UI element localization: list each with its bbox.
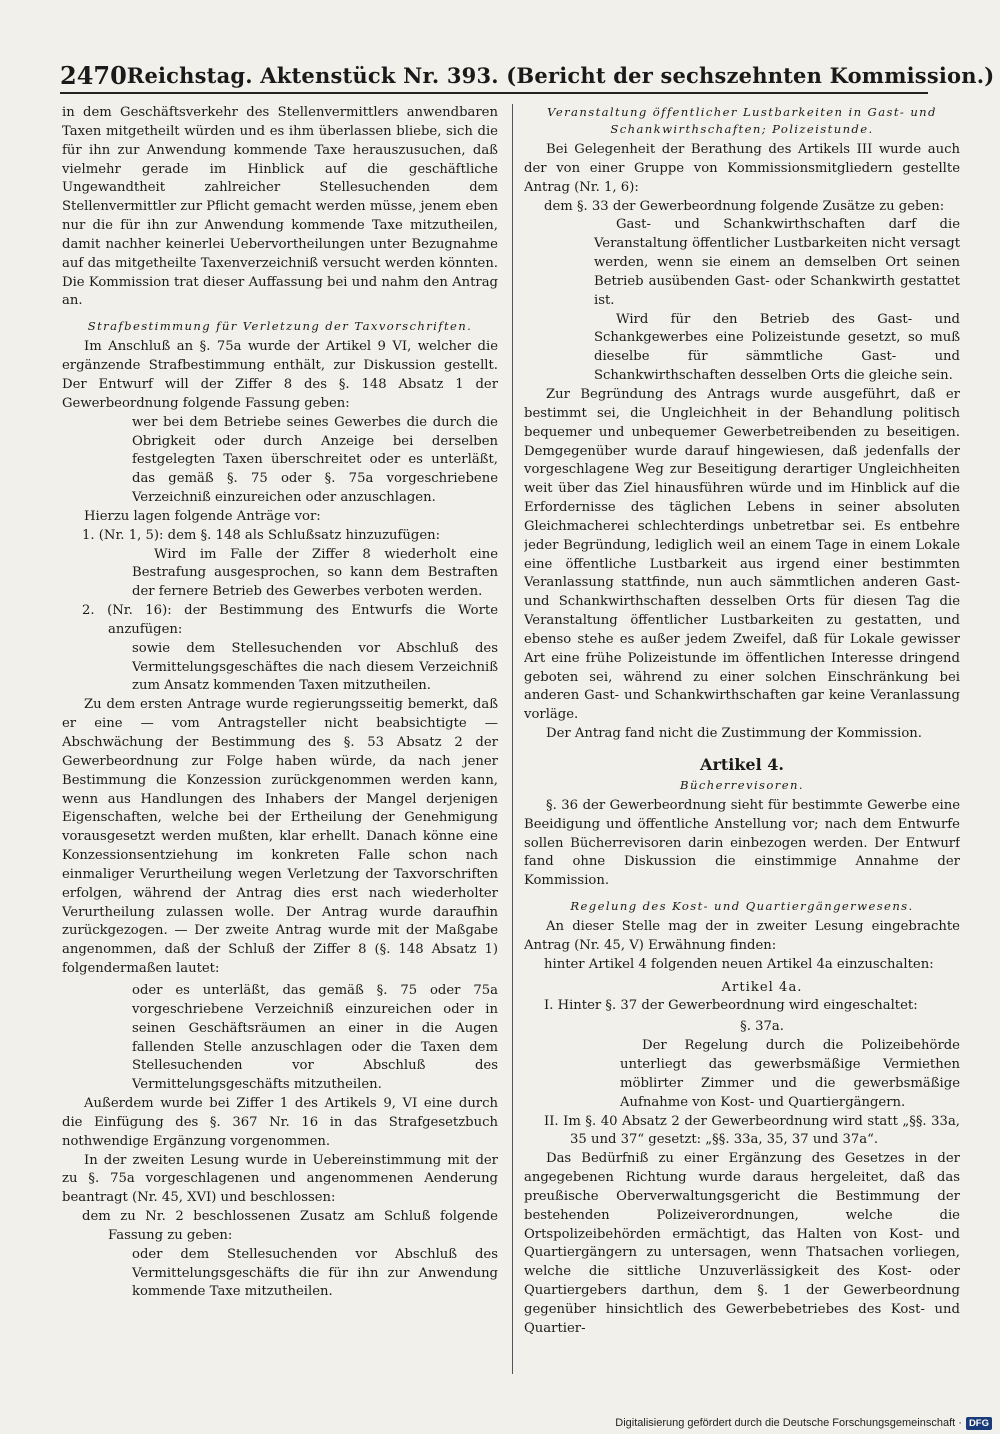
digitization-footer bbox=[612, 1414, 992, 1432]
paragraph: Im Anschluß an §. 75a wurde der Artikel 9 VI, welcher die ergänzende Strafbestimmung enthält, zur Diskussion gestellt. Der Entwurf will der Ziffer 8 des §. 148 Absatz 1 der Gewerbeordnung folgende Fassung geben: bbox=[62, 339, 498, 411]
paragraph: Außerdem wurde bei Ziffer 1 des Artikels 9, VI eine durch die Einfügung des §. 367 Nr. 16 in das Strafgesetzbuch nothwendige Ergänzung vorgenommen. bbox=[62, 1096, 498, 1149]
section-heading: Regelung des Kost- und Quartiergängerwesens. bbox=[570, 899, 914, 914]
list-item: 2. (Nr. 16): der Bestimmung des Entwurfs die Worte anzufügen: bbox=[82, 603, 498, 637]
paragraph: in dem Geschäftsverkehr des Stellenvermittlers anwendbaren Taxen mitgetheilt würden und es ihm überlassen bliebe, sich die für ihn zur Anwendung kommende Taxe herauszusuchen, daß vielmehr gerade im Hinblick auf die geschäftliche Ungewandtheit zahlreicher Stellesuchenden dem Stellenvermittler zur Pflicht gemacht werden müsse, jenem eben nur die für ihn zur Anwendung kommende Taxe mitzutheilen, damit nachher keinerlei Uebervortheilungen unter Bezugnahme auf das mitgetheilte Taxenverzeichniß versucht werden könnten. Die Kommission trat dieser Auffassung bei und nahm den Antrag an. bbox=[62, 105, 498, 309]
quoted-text: oder es unterläßt, das gemäß §. 75 oder 75a vorgeschriebene Verzeichniß einzureichen oder in seinen Geschäftsräumen an einer in die Augen fallenden Stelle anzuschlagen oder die Taxen dem Stellesuchenden vor Abschluß des Vermittelungsgeschäfts mitzutheilen. bbox=[132, 982, 498, 1093]
paragraph: Das Bedürfniß zu einer Ergänzung des Gesetzes in der angegebenen Richtung wurde daraus hergeleitet, daß das preußische Oberverwaltungsgericht die Bestimmung der bestehenden Polizeiverordnungen, welche die Ortspolizeibehörden ermächtigt, das Halten von Kost- und Quartiergängern zu untersagen, wenn Thatsachen vorliegen, welche die sittliche Unzuverlässigkeit des Kost- oder Quartiergebers darthun, dem §. 1 der Gewerbeordnung gegenüber hinsichtlich des Gewerbebetriebes des Kost- und Quartier- bbox=[524, 1151, 960, 1336]
paragraph: §. 36 der Gewerbeordnung sieht für bestimmte Gewerbe eine Beeidigung und öffentliche Anstellung vor; nach dem Entwurfe sollen Bücherrevisoren darin einbezogen werden. Der Entwurf fand ohne Diskussion die einstimmige Annahme der Kommission. bbox=[524, 797, 960, 889]
list-item: 1. (Nr. 1, 5): dem §. 148 als Schlußsatz hinzuzufügen: bbox=[82, 527, 441, 543]
quoted-text: Wird für den Betrieb des Gast- und Schankgewerbes eine Polizeistunde gesetzt, so muß dieselbe für sämmtliche Gast- und Schankwirthschaften desselben Orts die gleiche sein. bbox=[594, 311, 960, 384]
left-column bbox=[62, 104, 498, 1378]
paragraph: An dieser Stelle mag der in zweiter Lesung eingebrachte Antrag (Nr. 45, V) Erwähnung finden: bbox=[524, 919, 960, 953]
article-title: Artikel 4. bbox=[700, 755, 784, 774]
list-item: I. Hinter §. 37 der Gewerbeordnung wird eingeschaltet: bbox=[544, 998, 918, 1014]
dfg-logo: DFG bbox=[966, 1417, 992, 1430]
page-number: 2470 bbox=[60, 60, 127, 90]
paragraph: Der Antrag fand nicht die Zustimmung der Kommission. bbox=[546, 726, 922, 742]
list-item: II. Im §. 40 Absatz 2 der Gewerbeordnung wird statt „§§. 33a, 35 und 37“ gesetzt: „§§. 33a, 35, 37 und 37a“. bbox=[544, 1113, 960, 1148]
running-title: Reichstag. Aktenstück Nr. 393. (Bericht der sechszehnten Kommission.) bbox=[126, 62, 995, 88]
quoted-text: oder dem Stellesuchenden vor Abschluß des Vermittelungsgeschäfts die für ihn zur Anwendung kommende Taxe mitzutheilen. bbox=[132, 1246, 498, 1300]
section-heading: Strafbestimmung für Verletzung der Taxvorschriften. bbox=[87, 319, 473, 334]
paragraph: Zur Begründung des Antrags wurde ausgeführt, daß er bestimmt sei, die Ungleichheit in der Behandlung politisch bequemer und unbequemer Gewerbetreibenden zu beseitigen. Demgegenüber wurde darauf hingewiesen, daß jedenfalls der vorgeschlagene Weg zur Beseitigung derartiger Ungleichheiten weit über das Ziel hinausführen würde und im Hinblick auf die Erfordernisse des täglichen Lebens in seiner absoluten Gleichmacherei schlechterdings unbetretbar sei. Es entbehre jeder Begründung, lediglich weil an einem Tage in einem Lokale eine öffentliche Lustbarkeit aus irgend einer bestimmten Veranlassung stattfinde, nun auch sämmtlichen anderen Gast- und Schankwirthschaften desselben Orts für diesen Tag die Veranstaltung öffentlicher Lustbarkeiten zu gestatten, und ebenso stehe es außer jedem Zweifel, daß für Lokale gewisser Art eine frühe Polizeistunde im öffentlichen Interesse dringend geboten sei, während zu einer solchen Einschränkung bei anderen Gast- und Schankwirthschaften gar keine Veranlassung vorläge. bbox=[524, 386, 960, 723]
paragraph-number: §. 37a. bbox=[740, 1019, 784, 1035]
right-column bbox=[524, 104, 960, 1378]
header-rule bbox=[60, 92, 928, 94]
quoted-text: Gast- und Schankwirthschaften darf die Veranstaltung öffentlicher Lustbarkeiten nicht versagt werden, wenn sie einem an demselben Ort seinen Betrieb ausübenden Gast- oder Schankwirth gestattet ist. bbox=[594, 217, 960, 308]
paragraph: dem zu Nr. 2 beschlossenen Zusatz am Schluß folgende Fassung zu geben: bbox=[82, 1209, 498, 1243]
paragraph: dem §. 33 der Gewerbeordnung folgende Zusätze zu geben: bbox=[544, 198, 945, 214]
paragraph: hinter Artikel 4 folgenden neuen Artikel 4a einzuschalten: bbox=[544, 956, 934, 972]
paragraph: Bei Gelegenheit der Berathung des Artikels III wurde auch der von einer Gruppe von Kommissionsmitgliedern gestellte Antrag (Nr. 1, 6): bbox=[524, 142, 960, 195]
quoted-text: wer bei dem Betriebe seines Gewerbes die durch die Obrigkeit oder durch Anzeige bei derselben festgelegten Taxen überschreitet oder es unterläßt, das gemäß §. 75 oder §. 75a vorgeschriebene Verzeichniß einzureichen oder anzuschlagen. bbox=[132, 414, 498, 506]
article-subtitle: Bücherrevisoren. bbox=[680, 778, 804, 792]
page-header bbox=[60, 60, 995, 90]
quoted-text: Der Regelung durch die Polizeibehörde unterliegt das gewerbsmäßige Vermiethen möblirter Zimmer und die gewerbsmäßige Aufnahme von Kost- und Quartiergängern. bbox=[620, 1038, 960, 1110]
footer-text: Digitalisierung gefördert durch die Deutsche Forschungsgemeinschaft · bbox=[615, 1417, 962, 1429]
paragraph: Hierzu lagen folgende Anträge vor: bbox=[84, 508, 321, 524]
column-divider bbox=[512, 104, 513, 1374]
paragraph: In der zweiten Lesung wurde in Uebereinstimmung mit der zu §. 75a vorgeschlagenen und angenommenen Aenderung beantragt (Nr. 45, XVI) und beschlossen: bbox=[62, 1152, 498, 1206]
quoted-text: sowie dem Stellesuchenden vor Abschluß des Vermittelungsgeschäftes die nach diesem Verzeichniß zum Ansatz kommenden Taxen mitzutheilen. bbox=[132, 640, 498, 694]
article-heading: Artikel 4a. bbox=[721, 979, 803, 995]
section-heading: Veranstaltung öffentlicher Lustbarkeiten in Gast- und Schankwirthschaften; Polizeistunde. bbox=[547, 105, 937, 136]
quoted-text: Wird im Falle der Ziffer 8 wiederholt eine Bestrafung ausgesprochen, so kann dem Bestraften der fernere Betrieb des Gewerbes verboten werden. bbox=[132, 546, 498, 600]
paragraph: Zu dem ersten Antrage wurde regierungsseitig bemerkt, daß er eine — vom Antragsteller nicht beabsichtigte — Abschwächung der Bestimmung des §. 53 Absatz 2 der Gewerbeordnung zur Folge haben würde, da nach jener Bestimmung die Konzession zurückgenommen werden kann, wenn aus Handlungen des Inhabers der Mangel derjenigen Eigenschaften, welche bei der Ertheilung der Genehmigung vorausgesetzt werden mußten, klar erhellt. Danach könne eine Konzessionsentziehung im konkreten Falle schon nach einmaliger Verurtheilung wegen Verletzung der Taxvorschriften erfolgen, während der Antrag dies erst nach wiederholter Verurtheilung zulassen wolle. Der Antrag wurde daraufhin zurückgezogen. — Der zweite Antrag wurde mit der Maßgabe angenommen, daß der Schluß der Ziffer 8 (§. 148 Absatz 1) folgendermaßen lautet: bbox=[62, 697, 498, 977]
